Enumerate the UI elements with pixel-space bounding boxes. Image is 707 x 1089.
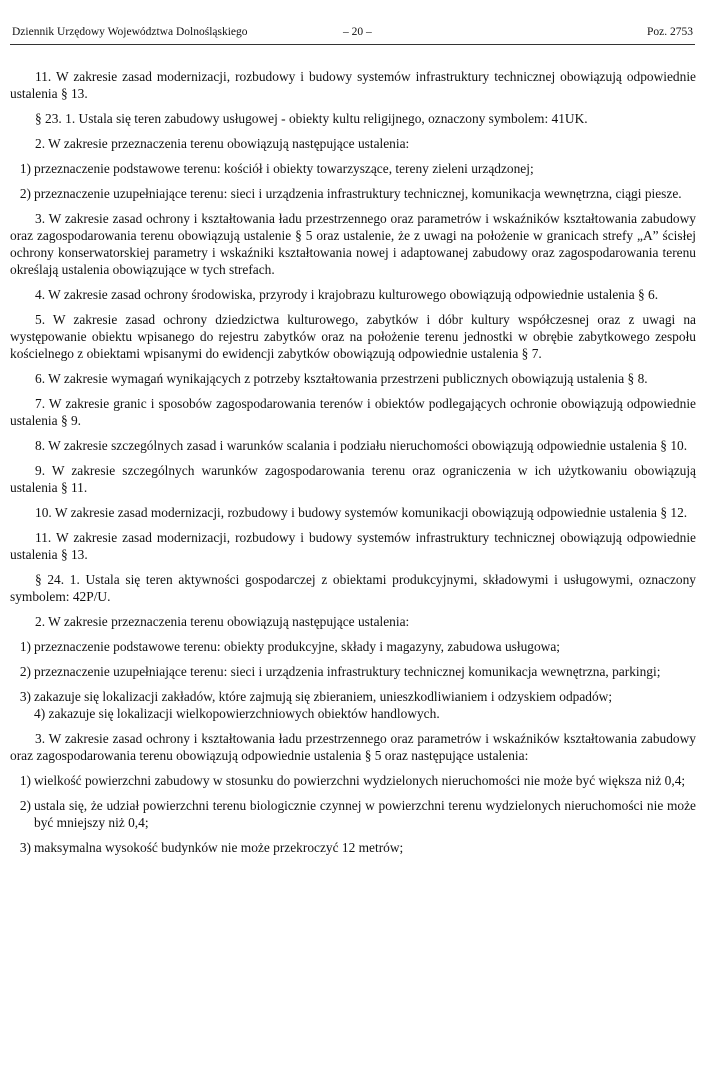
paragraph: 2. W zakresie przeznaczenia terenu obowiązują następujące ustalenia:: [35, 136, 410, 151]
paragraph: 10. W zakresie zasad modernizacji, rozbudowy i budowy systemów komunikacji obowiązują odpowiednie ustalenia § 12.: [35, 505, 688, 520]
page-header: [12, 26, 693, 42]
list-item-text: przeznaczenie podstawowe terenu: obiekty produkcyjne, składy i magazyny, zabudowa usługowa;: [34, 639, 561, 654]
list-item-number: 1): [19, 639, 31, 654]
paragraph: 11. W zakresie zasad modernizacji, rozbudowy i budowy systemów infrastruktury technicznej obowiązują odpowiednie ustalenia § 13.: [10, 530, 696, 562]
list-item-number: 3): [19, 689, 31, 704]
position-number: Poz. 2753: [647, 26, 693, 38]
paragraph: § 23. 1. Ustala się teren zabudowy usługowej - obiekty kultu religijnego, oznaczony symbolem: 41UK.: [35, 111, 588, 126]
list-item: [10, 688, 696, 722]
list-item: [10, 638, 696, 655]
list-item-number: 3): [19, 840, 31, 855]
list-item-text: przeznaczenie uzupełniające terenu: sieci i urządzenia infrastruktury technicznej, komunikacja wewnętrzna, ciągi piesze.: [34, 186, 682, 201]
list-item-number: 1): [19, 161, 31, 176]
paragraph: 4. W zakresie zasad ochrony środowiska, przyrody i krajobrazu kulturowego obowiązują odpowiednie ustalenia § 6.: [35, 287, 659, 302]
list-item: [10, 160, 696, 177]
list-item-number: 2): [19, 798, 31, 813]
paragraph: § 24. 1. Ustala się teren aktywności gospodarczej z obiektami produkcyjnymi, składowymi i usługowymi, oznaczony symbolem: 42P/U.: [10, 572, 696, 604]
journal-title: Dziennik Urzędowy Województwa Dolnośląskiego: [12, 26, 248, 38]
list-item: [10, 772, 696, 789]
list-item-number: 2): [19, 664, 31, 679]
page-number: – 20 –: [343, 26, 372, 38]
list-item-text: przeznaczenie uzupełniające terenu: sieci i urządzenia infrastruktury technicznej komunikacja wewnętrzna, parkingi;: [34, 664, 661, 679]
list-item-text: zakazuje się lokalizacji zakładów, które zajmują się zbieraniem, unieszkodliwianiem i odzyskiem odpadów;: [34, 689, 613, 704]
paragraph: 6. W zakresie wymagań wynikających z potrzeby kształtowania przestrzeni publicznych obowiązują ustalenia § 8.: [35, 371, 648, 386]
paragraph: 9. W zakresie szczególnych warunków zagospodarowania terenu oraz ograniczenia w ich użytkowaniu obowiązują ustalenia § 11.: [10, 463, 696, 495]
paragraph: 7. W zakresie granic i sposobów zagospodarowania terenów i obiektów podlegających ochronie obowiązują odpowiednie ustalenia § 9.: [10, 396, 696, 428]
list-item-text: przeznaczenie podstawowe terenu: kościół i obiekty towarzyszące, tereny zieleni urządzonej;: [34, 161, 534, 176]
list-item-number: 1): [19, 773, 31, 788]
paragraph: 2. W zakresie przeznaczenia terenu obowiązują następujące ustalenia:: [35, 614, 410, 629]
paragraph: 8. W zakresie szczególnych zasad i warunków scalania i podziału nieruchomości obowiązują odpowiednie ustalenia § 10.: [35, 438, 688, 453]
document-body: [10, 68, 696, 864]
list-item: [10, 185, 696, 202]
paragraph: 3. W zakresie zasad ochrony i kształtowania ładu przestrzennego oraz parametrów i wskaźników kształtowania zabudowy oraz zagospodarowania terenu obowiązują odpowiednie ustalenia § 5 oraz następujące ustalenia:: [10, 731, 696, 763]
paragraph: 3. W zakresie zasad ochrony i kształtowania ładu przestrzennego oraz parametrów i wskaźników kształtowania zabudowy oraz zagospodarowania terenu obowiązują ustalenie § 5 oraz ustalenie, że z uwagi na położenie w granicach strefy „A” ścisłej ochrony konserwatorskiej parametry i wskaźniki kształtowania nowej i adaptowanej zabudowy oraz zagospodarowania terenu określają ustalenia obowiązujące w tych strefach.: [10, 211, 696, 277]
header-divider: [10, 44, 695, 45]
list-item-text: maksymalna wysokość budynków nie może przekroczyć 12 metrów;: [34, 840, 404, 855]
list-item-text: wielkość powierzchni zabudowy w stosunku do powierzchni wydzielonych nieruchomości nie może być większa niż 0,4;: [34, 773, 686, 788]
list-item-number: 2): [19, 186, 31, 201]
list-item: [10, 839, 696, 856]
list-item-continuation: 4) zakazuje się lokalizacji wielkopowierzchniowych obiektów handlowych.: [34, 706, 440, 721]
list-item: [10, 663, 696, 680]
paragraph: 5. W zakresie zasad ochrony dziedzictwa kulturowego, zabytków i dóbr kultury współczesnej oraz z uwagi na występowanie obiektu wpisanego do rejestru zabytków oraz na położenie terenu jednostki w obrębie zabytkowego zespołu kościelnego z obiektami wpisanymi do ewidencji zabytków obowiązują odpowiednie ustalenia § 7.: [10, 312, 696, 361]
paragraph: 11. W zakresie zasad modernizacji, rozbudowy i budowy systemów infrastruktury technicznej obowiązują odpowiednie ustalenia § 13.: [10, 69, 696, 101]
list-item-text: ustala się, że udział powierzchni terenu biologicznie czynnej w powierzchni terenu wydzielonych nieruchomości nie może być mniejszy niż 0,4;: [34, 798, 696, 830]
list-item: [10, 797, 696, 831]
